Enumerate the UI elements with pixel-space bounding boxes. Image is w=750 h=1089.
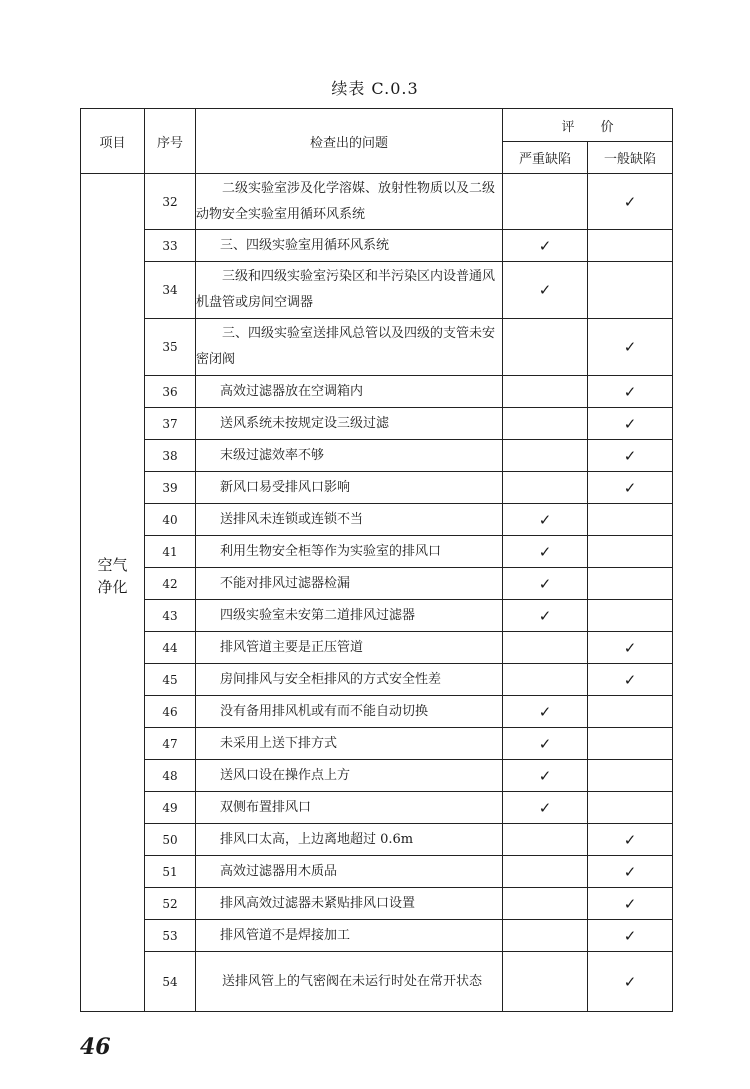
table-row — [81, 952, 673, 1012]
row-general-mark — [588, 760, 673, 792]
row-seq: 50 — [145, 824, 196, 856]
row-seq: 54 — [145, 952, 196, 1012]
row-problem: 三、四级实验室送排风总管以及四级的支管未安密闭阀 — [196, 319, 503, 376]
row-severe-mark — [503, 920, 588, 952]
table-row — [81, 760, 673, 792]
row-general-mark: ✓ — [588, 472, 673, 504]
row-general-mark: ✓ — [588, 664, 673, 696]
row-general-mark: ✓ — [588, 440, 673, 472]
table-row — [81, 568, 673, 600]
table-caption: 续表 C.0.3 — [331, 79, 419, 98]
row-seq: 45 — [145, 664, 196, 696]
row-seq: 42 — [145, 568, 196, 600]
table-row — [81, 664, 673, 696]
row-problem: 排风管道不是焊接加工 — [196, 920, 503, 952]
item-category-cell — [81, 174, 145, 1012]
row-severe-mark — [503, 856, 588, 888]
table-row — [81, 536, 673, 568]
table-row — [81, 920, 673, 952]
row-severe-mark: ✓ — [503, 600, 588, 632]
row-problem: 送风系统未按规定设三级过滤 — [196, 408, 503, 440]
row-general-mark — [588, 504, 673, 536]
row-problem: 高效过滤器放在空调箱内 — [196, 376, 503, 408]
row-severe-mark — [503, 952, 588, 1012]
row-general-mark — [588, 536, 673, 568]
row-general-mark: ✓ — [588, 952, 673, 1012]
row-general-mark — [588, 792, 673, 824]
row-severe-mark — [503, 376, 588, 408]
row-seq: 46 — [145, 696, 196, 728]
row-problem: 送排风管上的气密阀在未运行时处在常开状态 — [196, 952, 503, 1012]
table-row — [81, 262, 673, 319]
row-seq: 36 — [145, 376, 196, 408]
row-problem: 二级实验室涉及化学溶媒、放射性物质以及二级动物安全实验室用循环风系统 — [196, 174, 503, 230]
table-row — [81, 230, 673, 262]
row-severe-mark: ✓ — [503, 230, 588, 262]
row-severe-mark: ✓ — [503, 760, 588, 792]
row-severe-mark — [503, 174, 588, 230]
table-row — [81, 888, 673, 920]
row-problem: 房间排风与安全柜排风的方式安全性差 — [196, 664, 503, 696]
page-number: 46 — [80, 1034, 111, 1060]
table-row — [81, 504, 673, 536]
row-problem: 未采用上送下排方式 — [196, 728, 503, 760]
table-row — [81, 440, 673, 472]
row-seq: 48 — [145, 760, 196, 792]
table-row — [81, 174, 673, 230]
item-category-label-line2: 净化 — [97, 578, 128, 596]
row-problem: 末级过滤效率不够 — [196, 440, 503, 472]
header-severe: 严重缺陷 — [503, 142, 588, 174]
header-general: 一般缺陷 — [588, 142, 673, 174]
row-severe-mark — [503, 664, 588, 696]
row-problem: 送风口设在操作点上方 — [196, 760, 503, 792]
row-seq: 51 — [145, 856, 196, 888]
table-row — [81, 728, 673, 760]
row-general-mark: ✓ — [588, 920, 673, 952]
row-general-mark: ✓ — [588, 174, 673, 230]
row-general-mark: ✓ — [588, 888, 673, 920]
table-row — [81, 376, 673, 408]
row-problem: 没有备用排风机或有而不能自动切换 — [196, 696, 503, 728]
row-seq: 34 — [145, 262, 196, 319]
table-row — [81, 600, 673, 632]
row-severe-mark: ✓ — [503, 728, 588, 760]
row-problem: 四级实验室未安第二道排风过滤器 — [196, 600, 503, 632]
row-general-mark: ✓ — [588, 632, 673, 664]
row-seq: 49 — [145, 792, 196, 824]
table-row — [81, 792, 673, 824]
row-seq: 53 — [145, 920, 196, 952]
row-problem: 三级和四级实验室污染区和半污染区内设普通风机盘管或房间空调器 — [196, 262, 503, 319]
row-problem: 新风口易受排风口影响 — [196, 472, 503, 504]
header-item: 项目 — [81, 109, 145, 174]
row-general-mark — [588, 600, 673, 632]
row-general-mark — [588, 262, 673, 319]
row-seq: 47 — [145, 728, 196, 760]
row-problem: 排风管道主要是正压管道 — [196, 632, 503, 664]
table-row — [81, 824, 673, 856]
table-row — [81, 632, 673, 664]
row-severe-mark — [503, 472, 588, 504]
row-general-mark — [588, 568, 673, 600]
table-row — [81, 472, 673, 504]
row-general-mark: ✓ — [588, 376, 673, 408]
row-problem: 排风高效过滤器未紧贴排风口设置 — [196, 888, 503, 920]
row-seq: 44 — [145, 632, 196, 664]
row-general-mark: ✓ — [588, 408, 673, 440]
table-row — [81, 856, 673, 888]
row-severe-mark — [503, 824, 588, 856]
row-problem: 排风口太高，上边离地超过 0.6m — [196, 824, 503, 856]
row-severe-mark: ✓ — [503, 536, 588, 568]
row-problem: 三、四级实验室用循环风系统 — [196, 230, 503, 262]
row-severe-mark: ✓ — [503, 262, 588, 319]
row-severe-mark: ✓ — [503, 696, 588, 728]
table-body — [81, 174, 673, 1012]
row-severe-mark: ✓ — [503, 568, 588, 600]
row-general-mark — [588, 230, 673, 262]
row-seq: 52 — [145, 888, 196, 920]
item-category-label-line1: 空气 — [97, 556, 128, 574]
row-severe-mark — [503, 632, 588, 664]
row-general-mark: ✓ — [588, 319, 673, 376]
row-seq: 33 — [145, 230, 196, 262]
row-seq: 41 — [145, 536, 196, 568]
row-general-mark — [588, 696, 673, 728]
row-problem: 高效过滤器用木质品 — [196, 856, 503, 888]
row-general-mark — [588, 728, 673, 760]
header-problem: 检查出的问题 — [196, 109, 503, 174]
row-severe-mark — [503, 440, 588, 472]
row-general-mark: ✓ — [588, 824, 673, 856]
row-severe-mark: ✓ — [503, 792, 588, 824]
row-severe-mark — [503, 319, 588, 376]
row-seq: 39 — [145, 472, 196, 504]
row-seq: 37 — [145, 408, 196, 440]
row-severe-mark: ✓ — [503, 504, 588, 536]
row-seq: 35 — [145, 319, 196, 376]
row-seq: 40 — [145, 504, 196, 536]
header-seq: 序号 — [145, 109, 196, 174]
row-problem: 双侧布置排风口 — [196, 792, 503, 824]
row-problem: 不能对排风过滤器检漏 — [196, 568, 503, 600]
table-row — [81, 696, 673, 728]
row-problem: 利用生物安全柜等作为实验室的排风口 — [196, 536, 503, 568]
row-severe-mark — [503, 888, 588, 920]
row-seq: 43 — [145, 600, 196, 632]
row-seq: 32 — [145, 174, 196, 230]
row-general-mark: ✓ — [588, 856, 673, 888]
row-severe-mark — [503, 408, 588, 440]
header-evaluation: 评价 — [503, 109, 673, 142]
row-seq: 38 — [145, 440, 196, 472]
table-row — [81, 408, 673, 440]
defect-check-table — [80, 108, 673, 1012]
table-row — [81, 319, 673, 376]
row-problem: 送排风未连锁或连锁不当 — [196, 504, 503, 536]
